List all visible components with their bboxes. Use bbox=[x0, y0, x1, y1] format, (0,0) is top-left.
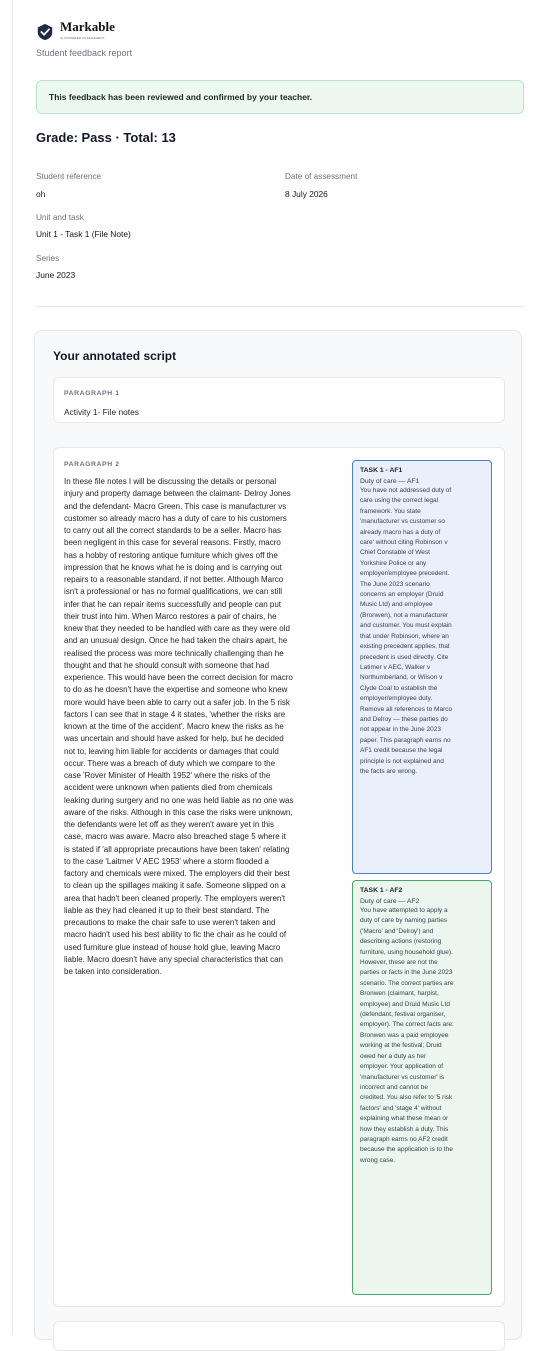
series-label: Series bbox=[36, 254, 60, 263]
annotation-af1-criterion: Duty of care — AF1 bbox=[360, 478, 420, 485]
annotation-af2-feedback: You have attempted to apply a duty of care by naming parties ('Macro' and 'Delroy') and describing actions (restoring furniture, using household glue). However, these are not the parties or facts in the June 2023 scenario. The correct parties are Bronwen (claimant, harpist, employee) and Druid Music Ltd (defendant, festival organiser, employer). The correct facts are: Bronwen was a paid employee working at the festival; Druid owed her a duty as her employer. Your application of 'manufacturer vs customer' is incorrect and cannot be credited. You also refer to '5 risk factors' and 'stage 4' without explaining what these mean or how they establish a duty. This paragraph earns no AF2 credit because the application is to the wrong case. bbox=[360, 907, 454, 1164]
annotation-af1[interactable] bbox=[352, 460, 492, 874]
paragraph-1-text: Activity 1- File notes bbox=[64, 407, 139, 417]
annotated-script-title: Your annotated script bbox=[53, 349, 177, 363]
left-rail-divider bbox=[12, 0, 13, 1334]
section-divider bbox=[36, 306, 524, 307]
grade-summary: Grade: Pass · Total: 13 bbox=[36, 130, 176, 145]
annotation-af1-title: TASK 1 - AF1 bbox=[360, 467, 403, 474]
brand-logo bbox=[36, 20, 115, 44]
assessment-date-label: Date of assessment bbox=[285, 172, 358, 181]
annotation-af2-criterion: Duty of care — AF2 bbox=[360, 898, 420, 905]
paragraph-1-label: PARAGRAPH 1 bbox=[64, 390, 120, 397]
annotated-script-card bbox=[34, 330, 522, 1340]
paragraph-1-block bbox=[53, 377, 505, 423]
series-value: June 2023 bbox=[36, 270, 76, 280]
annotation-af1-feedback: You have not addressed duty of care using the correct legal framework. You state 'manufacturer vs customer so already macro has a duty of care' without citing Robinson v Chief Constable of West Yorkshire Police or any employer/employee precedent. The June 2023 scenario concerns an employer (Druid Music Ltd) and employee (Bronwen), not a manufacturer and customer. You must explain that under Robinson, where an existing precedent applies, that precedent is used directly. Cite Latimer v AEC, Walker v Northumberland, or Wilson v Clyde Coal to establish the employer/employee duty. Remove all references to Marco and Delroy — these parties do not appear in the June 2023 paper. This paragraph earns no AF1 credit because the legal principle is not explained and the facts are wrong. bbox=[360, 487, 453, 775]
paragraph-2-text: In these file notes I will be discussing the details or personal injury and property damage between the claimant- Delroy Jones and the defendant- Macro Green. This case is manufacturer vs customer so already macro has a duty of care to his customers to carry out all the correct standards to be a seller. Macro has been negligent in this case for several reasons. Firstly, macro has a hobby of restoring antique furniture which gives off the impression that he knows what he is doing and is carrying out repairs to a reasonable standard, if not better. Although Marco isn't a professional or has no formal qualifications, we can still infer that he can repair items successfully and people can put their trust into him. When Marco restores a pair of chairs, he knew that they needed to be handled with care as they were old and an unusual design. Once he had taken the chairs apart, he realised the process was more technically challenging than he thought and that he should consult with someone that had experience. This would have been the correct decision for macro to do as he doesn't have the expertise and someone who knew more would have been able to carry out a safer job. In the 5 risk factors I can see that in stage 4 it states, 'whether the risks are known at the time of the accident'. Macro knew the risks as he was uncertain and should have asked for help, but he decided not to, leaving him liable for accidents or damages that could occur. There was a breach of duty which we compare to the case 'Rover Minister of Health 1952' where the risks of the accident were unknown when patients died from chemicals leaking during surgery and no one was held liable as no one was aware of the risks. Although in this case the risks were unknown, the defendants were let off as they weren't aware yet in this case, macro was aware. Macro also breached stage 5 where it is stated if 'all appropriate precautions have been taken' relating to the case 'Laitmer V AEC 1953' where a storm flooded a factory and chemicals were mixed. The employers did their best to clean up the spillages making it safe. Someone slipped on a area that hadn't been cleaned properly. The employers weren't liable as they had cleaned it up to their best standard. The precautions to make the chair safe to use weren't taken and macro hadn't used his best ability to fic the chair as he could of used furniture glue instead of house hold glue, leaving Macro liable. Macro doesn't have any special characteristics that can be taken into consideration. bbox=[64, 477, 294, 976]
report-subtitle: Student feedback report bbox=[36, 48, 133, 58]
unit-task-value: Unit 1 - Task 1 (File Note) bbox=[36, 229, 131, 239]
teacher-confirmation-banner: This feedback has been reviewed and confirmed by your teacher. bbox=[36, 80, 524, 114]
unit-task-label: Unit and task bbox=[36, 213, 84, 222]
student-reference-label: Student reference bbox=[36, 172, 102, 181]
student-reference-value: oh bbox=[36, 189, 46, 199]
assessment-date-value: 8 July 2026 bbox=[285, 189, 328, 199]
shield-check-icon bbox=[36, 23, 54, 41]
paragraph-2-block bbox=[53, 447, 505, 1307]
paragraph-3-block bbox=[53, 1321, 505, 1351]
annotation-af2-title: TASK 1 - AF2 bbox=[360, 887, 403, 894]
paragraph-2-label: PARAGRAPH 2 bbox=[64, 461, 120, 468]
annotation-af2[interactable] bbox=[352, 880, 492, 1295]
brand-tagline: AI-POWERED ASSESSMENT bbox=[60, 35, 105, 40]
brand-name: Markable bbox=[60, 18, 115, 34]
